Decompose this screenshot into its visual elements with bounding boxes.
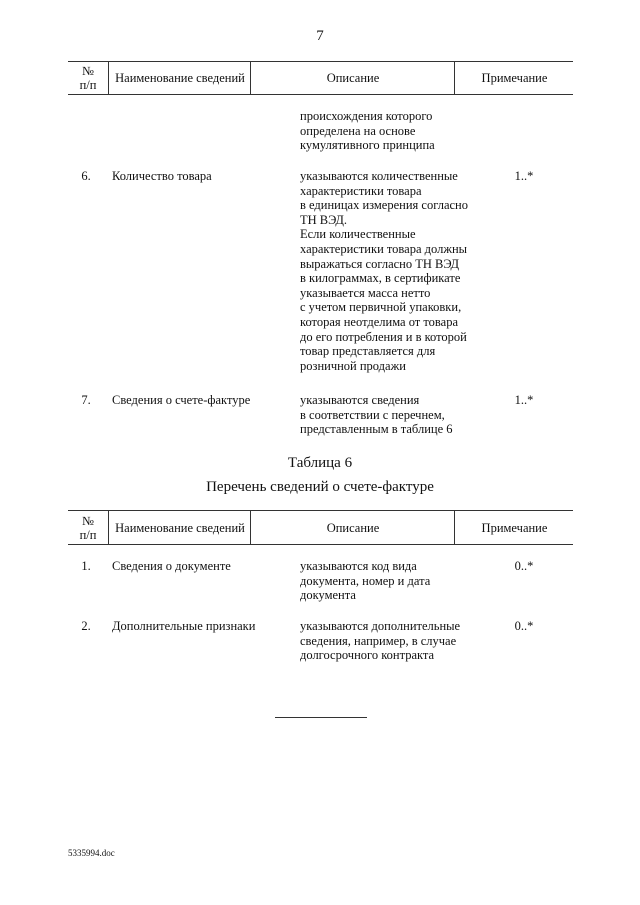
t6-row-2-number: 2. <box>81 619 91 633</box>
t6-row-1-description: указываются код вида документа, номер и дата документа <box>300 559 431 603</box>
t6-row-1-name: Сведения о документе <box>112 559 231 573</box>
t6-row-1-note: 0..* <box>514 559 534 573</box>
table6-header <box>68 510 573 545</box>
header-note: Примечание <box>454 511 574 544</box>
end-separator-line <box>275 717 367 718</box>
t6-row-2-note: 0..* <box>514 619 534 633</box>
table5-header <box>68 61 573 95</box>
file-name: 5335994.doc <box>68 848 115 858</box>
header-name: Наименование сведений <box>108 62 251 94</box>
continued-description: происхождения которого определена на основе кумулятивного принципа <box>300 109 435 153</box>
row-6-name: Количество товара <box>112 169 212 183</box>
row-7-note: 1..* <box>514 393 534 407</box>
t6-row-2-name: Дополнительные признаки <box>112 619 256 633</box>
table6-label: Таблица 6 <box>287 455 353 471</box>
t6-row-1-number: 1. <box>81 559 91 573</box>
table6-title: Перечень сведений о счете-фактуре <box>206 479 434 495</box>
header-num: № п/п <box>79 64 97 92</box>
row-7-name: Сведения о счете-фактуре <box>112 393 251 407</box>
row-7-number: 7. <box>81 393 91 407</box>
row-6-note: 1..* <box>514 169 534 183</box>
header-desc: Описание <box>250 62 455 94</box>
header-num: № п/п <box>79 513 97 542</box>
row-7-description: указываются сведения в соответствии с перечнем, представленным в таблице 6 <box>300 393 453 437</box>
header-desc: Описание <box>250 511 455 544</box>
row-6-description: указываются количественные характеристики товара в единицах измерения согласно ТН ВЭД. Если количественные характеристики товара должны выражаться согласно ТН ВЭД в килограммах, в сертификате указывается масса нетто с учетом первичной упаковки, которая неотделима от товара до его потребления и в которой товар представляется для розничной продажи <box>300 169 468 373</box>
header-note: Примечание <box>454 62 574 94</box>
page-number: 7 <box>316 28 324 44</box>
header-name: Наименование сведений <box>108 511 251 544</box>
t6-row-2-description: указываются дополнительные сведения, например, в случае долгосрочного контракта <box>300 619 461 663</box>
row-6-number: 6. <box>81 169 91 183</box>
